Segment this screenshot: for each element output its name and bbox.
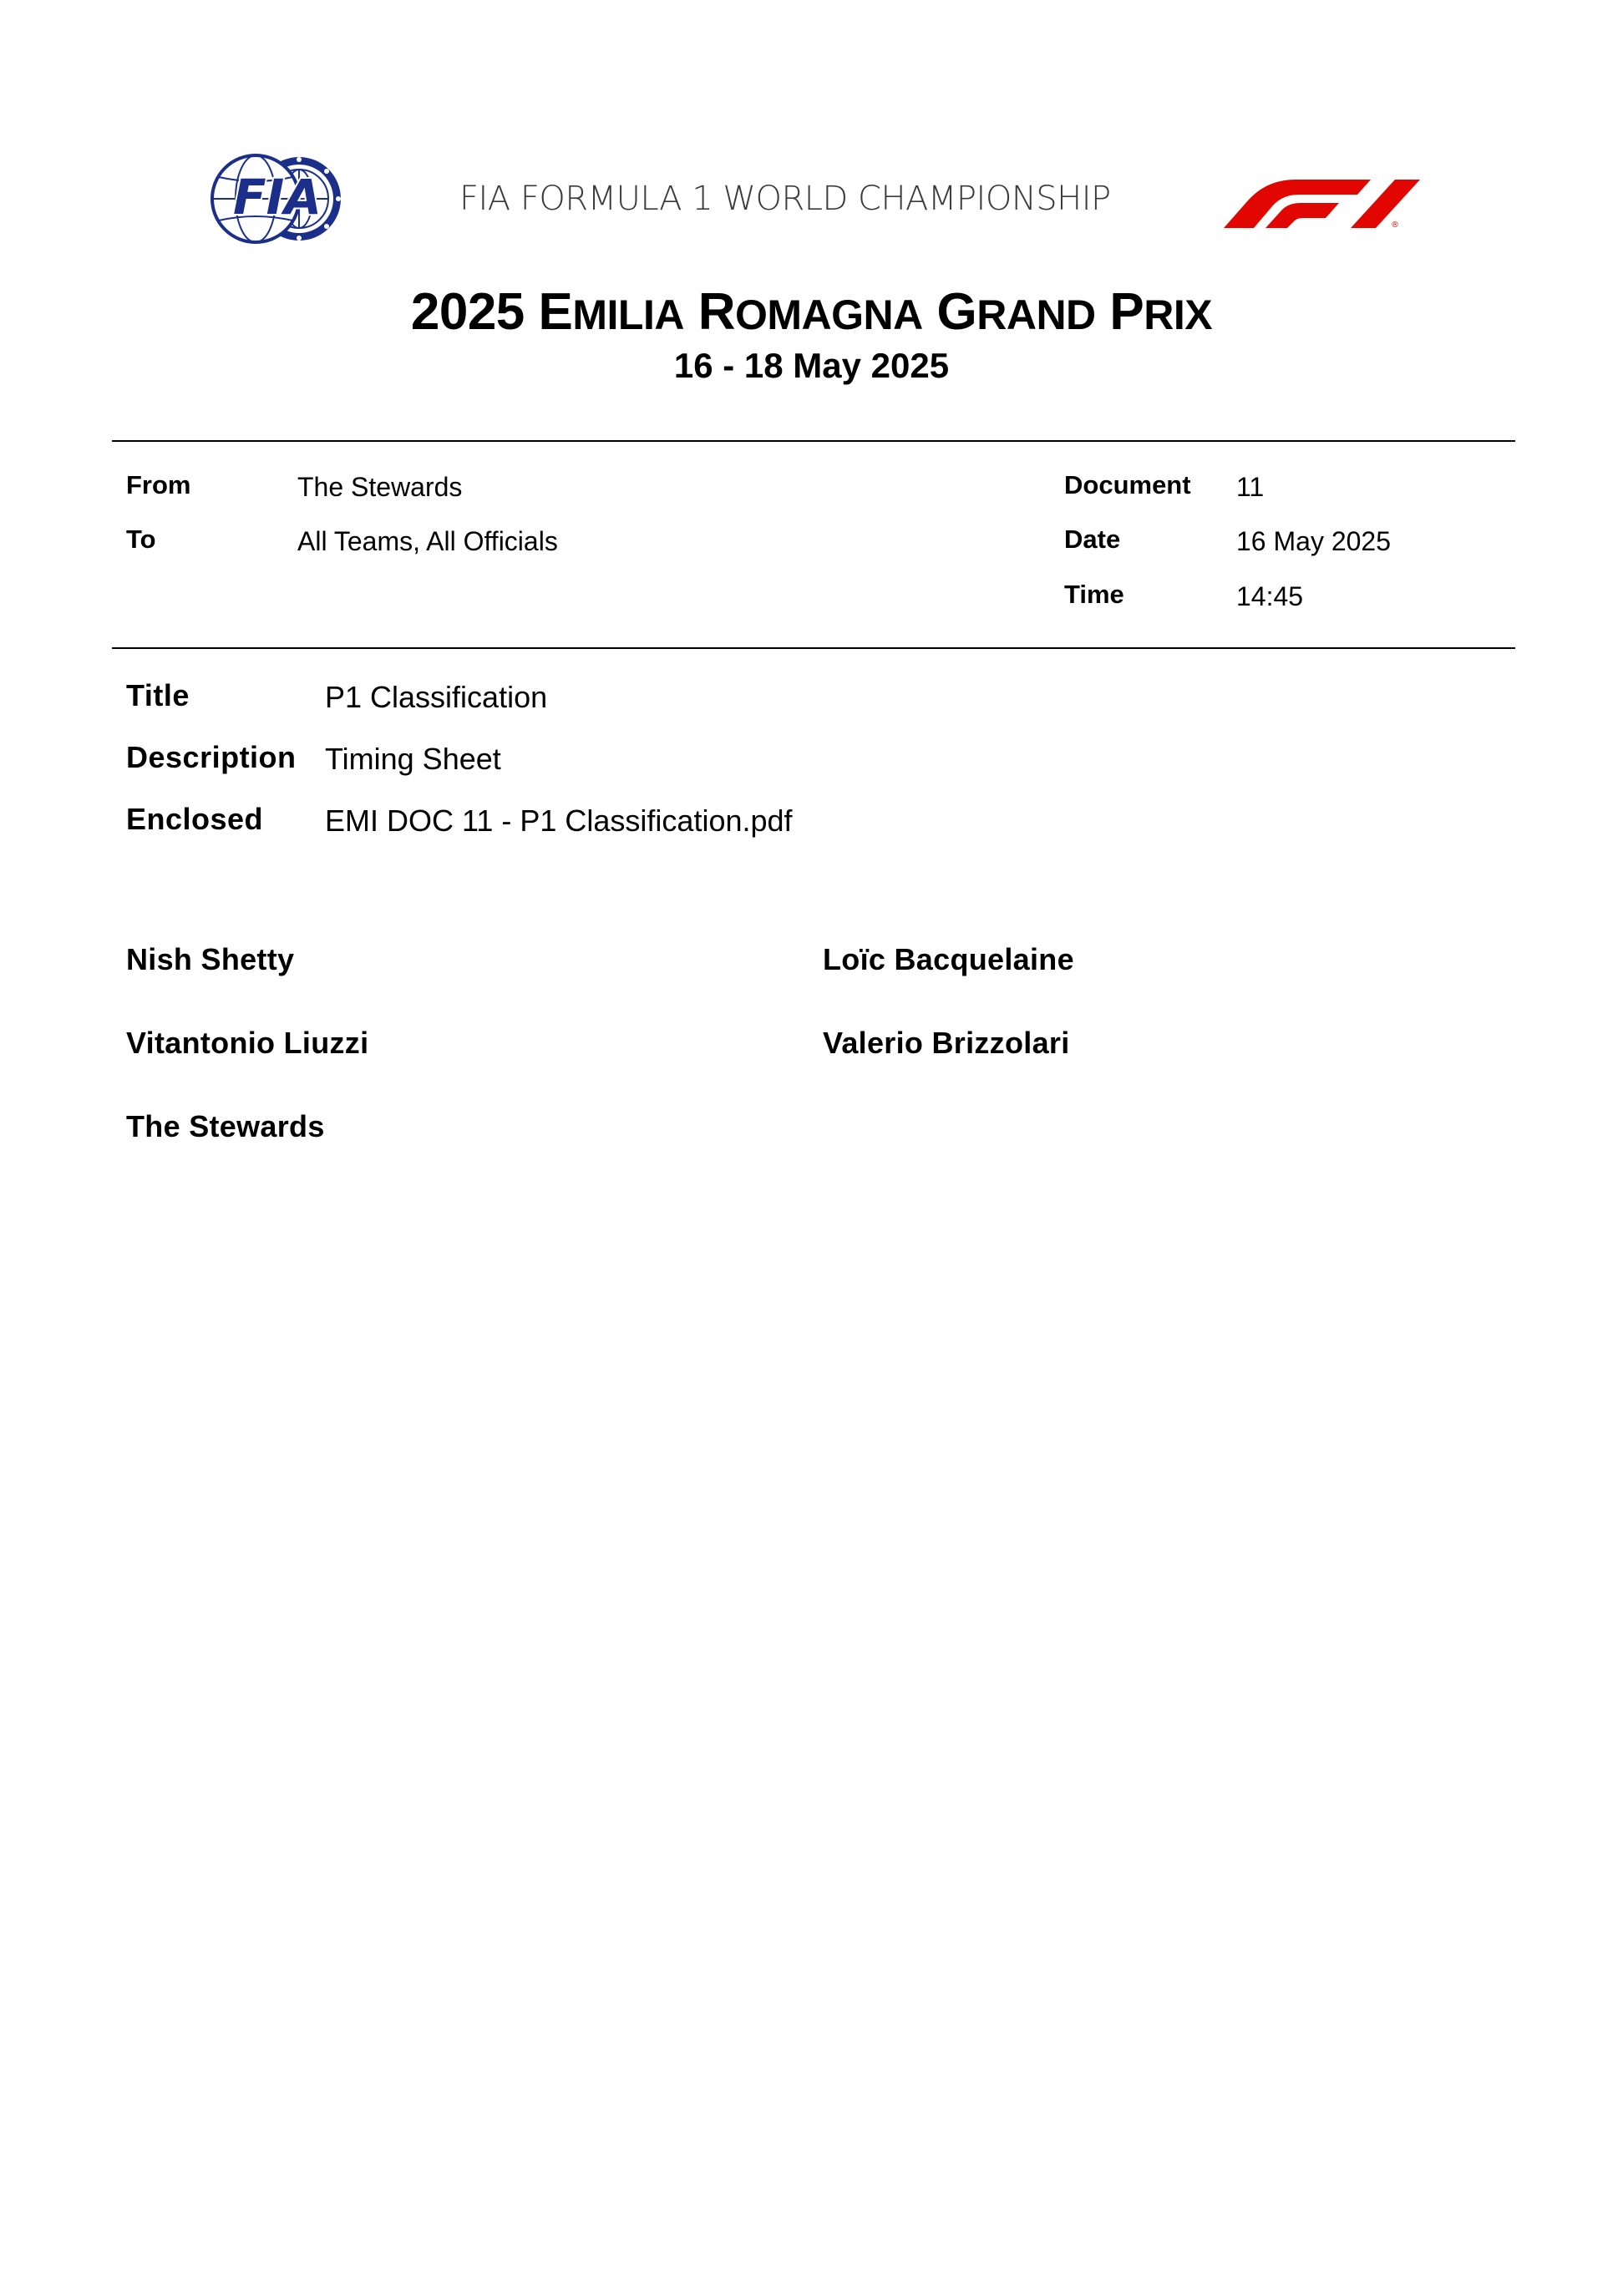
event-word-3: GRAND <box>936 283 1096 341</box>
steward-signature-3: Vitantonio Liuzzi <box>126 1026 369 1060</box>
f1-logo <box>1224 173 1420 228</box>
title-value: P1 Classification <box>325 680 548 714</box>
fia-logo <box>207 150 347 247</box>
description-label: Description <box>126 740 297 774</box>
enclosed-value: EMI DOC 11 - P1 Classification.pdf <box>325 803 793 838</box>
svg-text:®: ® <box>1391 220 1399 228</box>
steward-signature-1: Nish Shetty <box>126 942 295 976</box>
championship-title: FIA FORMULA 1 WORLD CHAMPIONSHIP <box>459 180 1111 218</box>
date-value: 16 May 2025 <box>1236 526 1392 556</box>
event-word-4: PRIX <box>1109 283 1213 341</box>
divider-bottom <box>112 647 1515 649</box>
event-title <box>0 282 1623 342</box>
title-label: Title <box>126 678 190 712</box>
from-value: The Stewards <box>297 472 463 502</box>
to-label: To <box>126 525 156 554</box>
svg-text:FIA: FIA <box>232 169 322 226</box>
stewards-signoff: The Stewards <box>126 1109 325 1143</box>
time-label: Time <box>1064 580 1124 609</box>
event-word-1: EMILIA <box>538 283 684 341</box>
document-label: Document <box>1064 470 1191 499</box>
enclosed-label: Enclosed <box>126 802 264 836</box>
steward-signature-2: Loïc Bacquelaine <box>823 942 1074 976</box>
steward-signature-4: Valerio Brizzolari <box>823 1026 1070 1060</box>
document-value: 11 <box>1236 472 1265 502</box>
from-label: From <box>126 470 191 499</box>
date-label: Date <box>1064 525 1121 554</box>
event-word-2: ROMAGNA <box>697 283 923 341</box>
to-value: All Teams, All Officials <box>297 526 558 556</box>
description-value: Timing Sheet <box>325 742 501 776</box>
event-dates: 16 - 18 May 2025 <box>673 346 950 385</box>
event-year: 2025 <box>410 283 525 341</box>
time-value: 14:45 <box>1236 581 1304 611</box>
divider-top <box>112 440 1515 442</box>
